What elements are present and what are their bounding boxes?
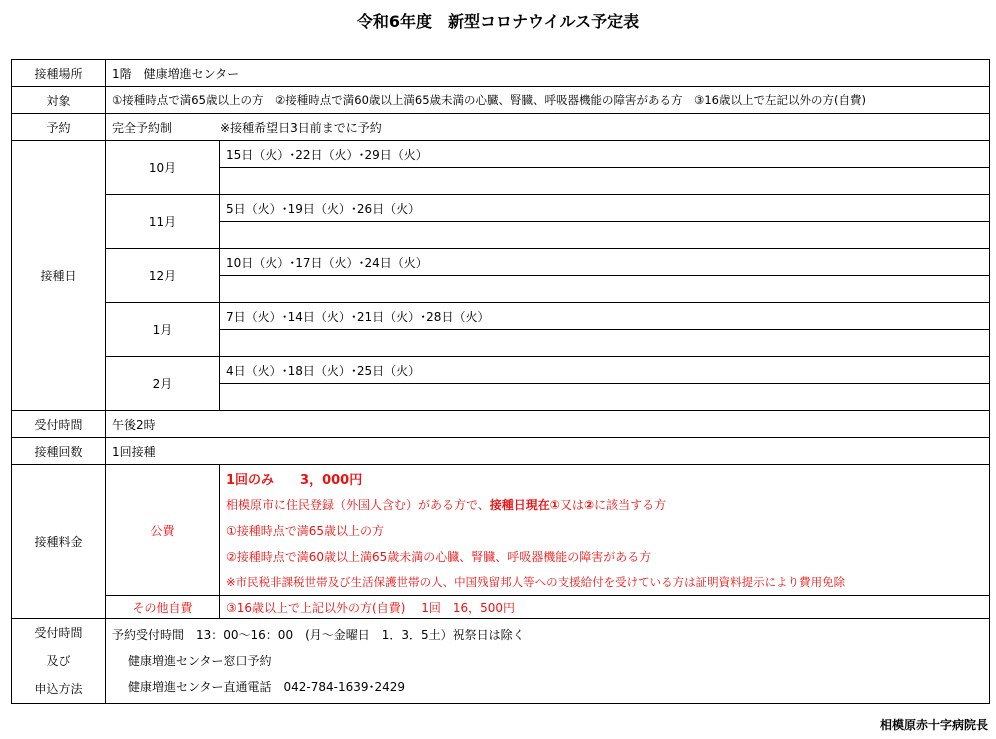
apply-label [12, 619, 106, 704]
date-row-jan-a [12, 303, 990, 330]
fee-row-6 [12, 596, 990, 619]
reservation-note: ※接種希望日3日前までに予約 [220, 120, 382, 135]
doses-value: 1回接種 [106, 438, 990, 465]
doses-row [12, 438, 990, 465]
reservation-type: 完全予約制 [112, 120, 173, 135]
fee-eligibility-mid: 又は [559, 497, 584, 512]
month-nov: 11月 [106, 195, 220, 249]
apply-label-1: 受付時間 [34, 626, 83, 640]
signature: 相模原赤十字病院長 [879, 718, 988, 732]
month-feb: 2月 [106, 357, 220, 411]
fee-eligibility-tail: に該当する方 [594, 497, 667, 512]
fee-row-1 [12, 465, 990, 492]
fee-label: 接種料金 [12, 465, 106, 619]
month-dec: 12月 [106, 249, 220, 303]
reservation-value [106, 114, 990, 141]
blank-cell [220, 276, 990, 303]
apply-row [12, 619, 990, 704]
reception-row [12, 411, 990, 438]
fee-public-label: 公費 [106, 465, 220, 596]
fee-public-cond-2: ②接種時点で満60歳以上満65歳未満の心臓、腎臓、呼吸器機能の障害がある方 [220, 543, 990, 569]
fee-public-cond-1: ①接種時点で満65歳以上の方 [220, 517, 990, 543]
date-row-oct-a [12, 141, 990, 168]
place-value: 1階 健康増進センター [106, 60, 990, 87]
target-label: 対象 [12, 87, 106, 114]
fee-eligibility-emph: 接種日現在① [489, 497, 560, 512]
fee-public-price: 1回のみ 3，000円 [220, 465, 990, 492]
reservation-row [12, 114, 990, 141]
schedule-table [11, 59, 990, 704]
date-row-nov-a [12, 195, 990, 222]
apply-hours: 予約受付時間 13：00～16：00 (月～金曜日 1．3．5土）祝祭日は除く [112, 628, 525, 642]
blank-cell [220, 384, 990, 411]
blank-cell [220, 330, 990, 357]
date-row-feb-a [12, 357, 990, 384]
apply-value [106, 619, 990, 704]
blank-cell [220, 222, 990, 249]
page-title: 令和6年度 新型コロナウイルス予定表 [356, 12, 640, 31]
dates-label: 接種日 [12, 141, 106, 411]
reservation-label: 予約 [12, 114, 106, 141]
blank-cell [220, 168, 990, 195]
fee-eligibility-text: 相模原市に住民登録（外国人含む）がある方で、 [226, 497, 490, 512]
fee-eligibility-emph2: ② [583, 497, 595, 512]
place-row [12, 60, 990, 87]
days-dec: 10日（火）･17日（火）･24日（火） [220, 249, 990, 276]
month-jan: 1月 [106, 303, 220, 357]
date-row-dec-a [12, 249, 990, 276]
apply-label-3: 申込方法 [34, 682, 83, 696]
reception-value: 午後2時 [106, 411, 990, 438]
apply-label-2: 及び [46, 654, 71, 668]
days-jan: 7日（火）･14日（火）･21日（火）･28日（火） [220, 303, 990, 330]
fee-self-value: ③16歳以上で上記以外の方(自費) 1回 16，500円 [220, 596, 990, 619]
apply-phone: 健康増進センター直通電話 042-784-1639･2429 [128, 680, 406, 694]
apply-window: 健康増進センター窓口予約 [128, 654, 272, 668]
days-nov: 5日（火）･19日（火）･26日（火） [220, 195, 990, 222]
target-value: ①接種時点で満65歳以上の方 ②接種時点で満60歳以上満65歳未満の心臓、腎臓、呼吸器機能の障害がある方 ③16歳以上で左記以外の方(自費) [106, 87, 990, 114]
reception-label: 受付時間 [12, 411, 106, 438]
fee-public-eligibility [220, 491, 990, 517]
doses-label: 接種回数 [12, 438, 106, 465]
month-oct: 10月 [106, 141, 220, 195]
days-oct: 15日（火）･22日（火）･29日（火） [220, 141, 990, 168]
target-row [12, 87, 990, 114]
fee-self-label: その他自費 [106, 596, 220, 619]
fee-public-exemption: ※市民税非課税世帯及び生活保護世帯の人、中国残留邦人等への支援給付を受けている方は証明資料提示により費用免除 [220, 569, 990, 596]
place-label: 接種場所 [12, 60, 106, 87]
days-feb: 4日（火）･18日（火）･25日（火） [220, 357, 990, 384]
